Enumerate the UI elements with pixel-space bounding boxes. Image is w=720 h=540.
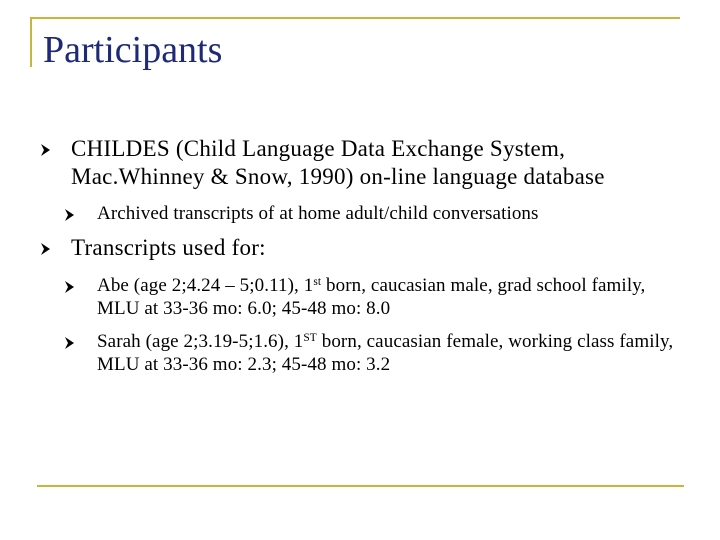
sub-bullet-archived [38, 202, 688, 225]
arrow-bullet-icon [40, 143, 52, 157]
bottom-rule [37, 485, 684, 487]
side-rule [30, 17, 32, 67]
sub-bullet-text: Sarah (age 2;3.19-5;1.6), 1ST born, caucasian female, working class family, MLU at 33-36 mo: 2.3; 45-48 mo: 3.2 [97, 331, 674, 375]
arrow-bullet-icon [40, 242, 52, 256]
bullet-text: Transcripts used for: [71, 235, 266, 260]
arrow-bullet-icon [64, 208, 76, 222]
bullet-text: CHILDES (Child Language Data Exchange System, Mac.Whinney & Snow, 1990) on-line language database [71, 136, 605, 189]
sub-bullet-sarah [38, 330, 688, 376]
arrow-bullet-icon [64, 280, 76, 294]
slide-title: Participants [43, 29, 223, 71]
sub-bullet-text: Abe (age 2;4.24 – 5;0.11), 1st born, caucasian male, grad school family, MLU at 33-36 mo: 6.0; 45-48 mo: 8.0 [97, 275, 646, 319]
top-rule [30, 17, 680, 19]
sub-bullet-text: Archived transcripts of at home adult/child conversations [97, 203, 539, 224]
bullet-childes [38, 135, 688, 191]
arrow-bullet-icon [64, 336, 76, 350]
bullet-list [38, 135, 688, 376]
sub-bullet-abe [38, 274, 688, 320]
bullet-transcripts [38, 234, 688, 262]
